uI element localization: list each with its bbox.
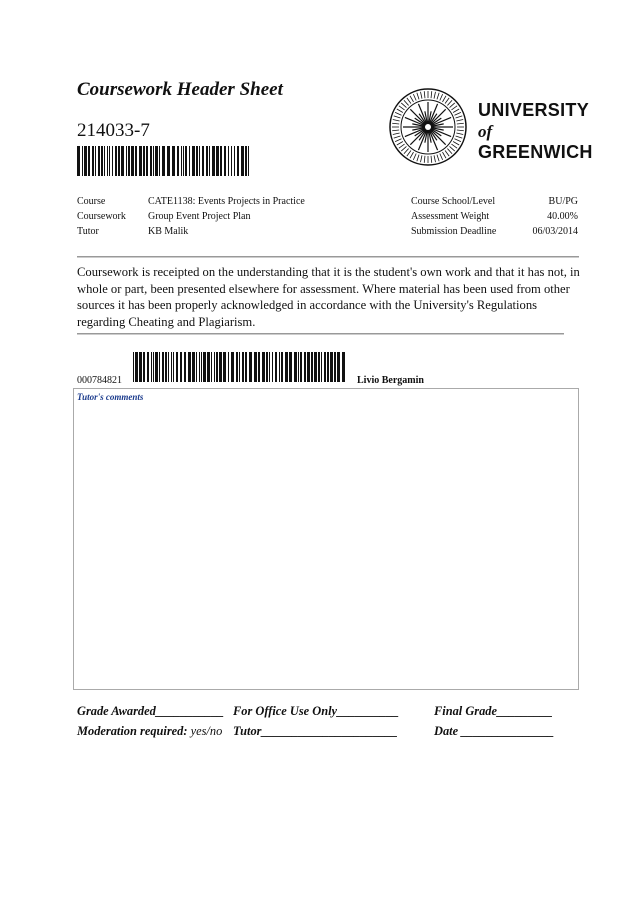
moderation-value: yes/no	[190, 724, 223, 738]
tutor-sign-field: Tutor______________________	[233, 724, 398, 738]
coursework-barcode	[77, 146, 249, 176]
coursework-value: Group Event Project Plan	[148, 211, 251, 222]
school-level-label: Course School/Level	[411, 196, 496, 207]
university-seal-icon	[388, 84, 468, 170]
plagiarism-statement: Coursework is receipted on the understanding that it is the student's own work and that it has not, in whole or part, been presented elsewhere for assessment. Where material has been used from other sources it has been properly acknowledged in accordance with the University's Regulations regarding Cheating and Plagiarism.	[77, 265, 580, 329]
school-level-value: BU/PG	[548, 196, 578, 207]
course-value: CATE1138: Events Projects in Practice	[148, 196, 305, 207]
final-grade-field: Final Grade_________	[434, 704, 553, 718]
grade-awarded-field: Grade Awarded___________	[77, 704, 224, 718]
tutor-label: Tutor	[77, 226, 99, 237]
logo-line-of: of	[478, 122, 493, 141]
coursework-id: 214033-7	[77, 120, 150, 141]
tutor-comments-box[interactable]	[73, 388, 579, 690]
divider-bottom	[77, 333, 564, 334]
tutor-value: KB Malik	[148, 226, 189, 237]
course-label: Course	[77, 196, 106, 207]
logo-line-university: UNIVERSITY	[478, 100, 590, 120]
student-barcode	[133, 352, 345, 382]
divider-top	[77, 256, 579, 257]
submission-deadline-value: 06/03/2014	[532, 226, 578, 237]
assessment-weight-label: Assessment Weight	[411, 211, 490, 222]
university-logo	[388, 84, 593, 170]
tutor-comments-label: Tutor's comments	[77, 392, 144, 402]
submission-deadline-label: Submission Deadline	[411, 226, 497, 237]
moderation-label: Moderation required:	[77, 724, 188, 738]
logo-line-greenwich: GREENWICH	[478, 142, 593, 162]
office-use-field: For Office Use Only__________	[233, 704, 399, 718]
date-field: Date _______________	[434, 724, 555, 738]
sheet-title: Coursework Header Sheet	[77, 79, 283, 100]
student-name: Livio Bergamin	[357, 375, 424, 386]
student-id: 000784821	[77, 375, 122, 386]
assessment-weight-value: 40.00%	[547, 211, 578, 222]
coursework-label: Coursework	[77, 211, 126, 222]
